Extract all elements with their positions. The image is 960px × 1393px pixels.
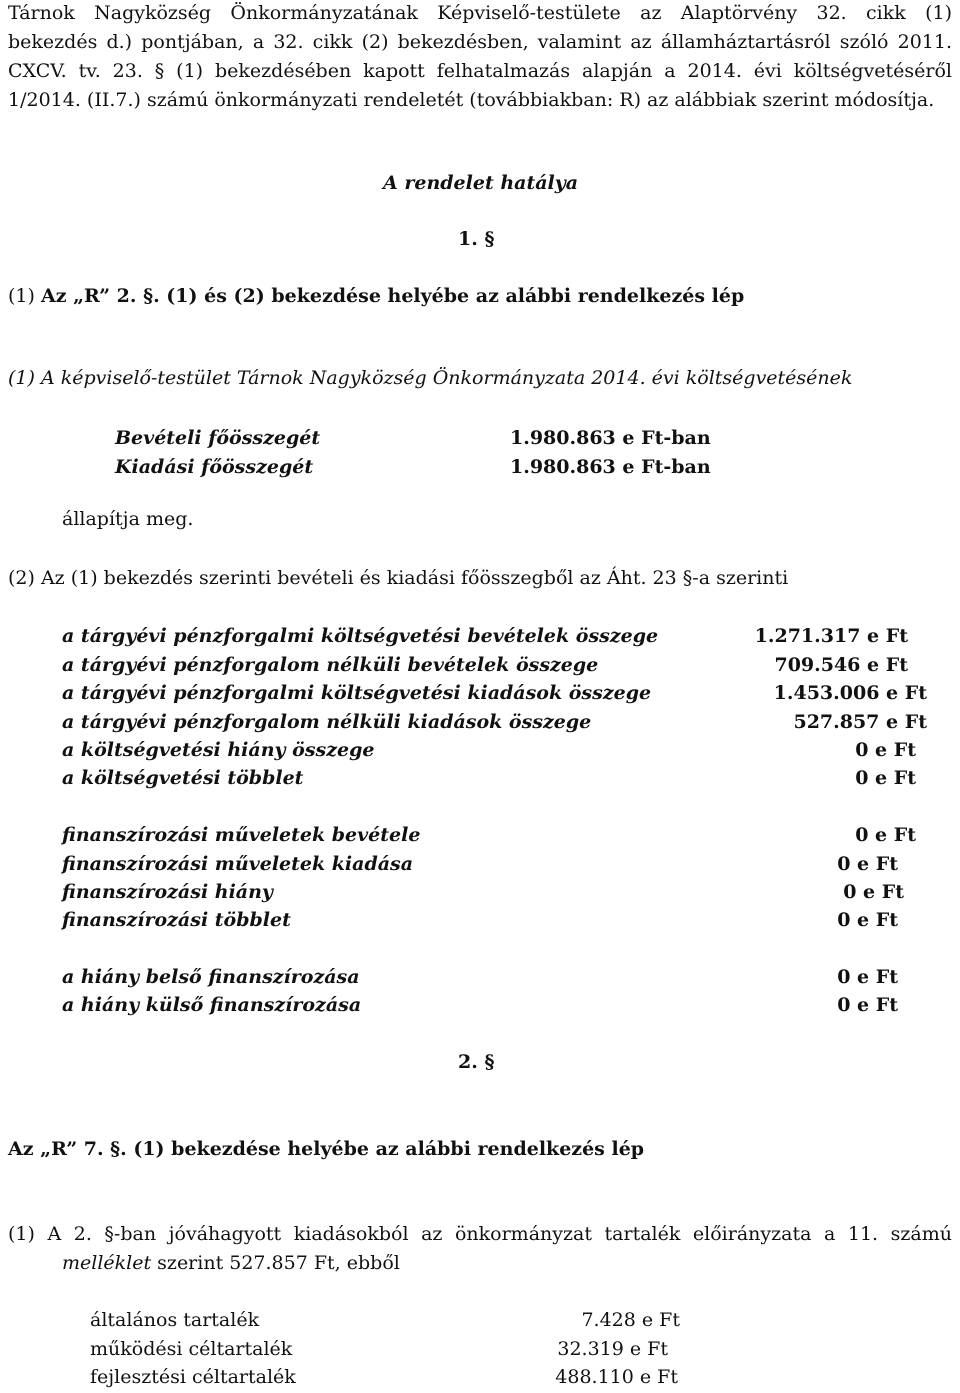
item-value: 1.453.006 e Ft — [773, 682, 927, 704]
total-label-revenue: Bevételi főösszegét — [115, 427, 321, 449]
item-value: 0 e Ft — [855, 767, 916, 789]
paragraph-2-heading: Az „R” 7. §. (1) bekezdése helyébe az alábbi rendelkezés lép — [8, 1138, 645, 1160]
item-value: 0 e Ft — [837, 994, 898, 1016]
reserve-label: fejlesztési céltartalék — [90, 1366, 296, 1388]
item-label: finanszírozási többlet — [62, 909, 291, 931]
total-value-revenue: 1.980.863 e Ft-ban — [510, 427, 711, 449]
intro-line-3: CXCV. tv. 23. § (1) bekezdésében kapott felhatalmazás alapján a 2014. évi költségvetéséről — [8, 60, 952, 82]
intro-line-2: bekezdés d.) pontjában, a 32. cikk (2) bekezdésben, valamint az államháztartásról szóló 2011. — [8, 31, 952, 53]
item-label: finanszírozási műveletek bevétele — [62, 824, 421, 846]
item-value: 0 e Ft — [855, 739, 916, 761]
heading-prefix: (1) — [8, 285, 41, 307]
subsection-1-text: (1) A képviselő-testület Tárnok Nagyközség Önkormányzata 2014. évi költségvetésének — [8, 367, 853, 389]
item-label: finanszírozási hiány — [62, 881, 273, 903]
reserve-value: 488.110 e Ft — [555, 1366, 678, 1388]
item-label: finanszírozási műveletek kiadása — [62, 853, 414, 875]
annex-reference: melléklet — [62, 1252, 152, 1274]
paragraph-2-number: 2. § — [458, 1051, 495, 1073]
total-value-expense: 1.980.863 e Ft-ban — [510, 456, 711, 478]
closing-text: állapítja meg. — [62, 508, 194, 530]
item-label: a költségvetési többlet — [62, 767, 304, 789]
p2-subsection-line-2 — [62, 1252, 400, 1274]
item-label: a hiány külső finanszírozása — [62, 994, 362, 1016]
item-value: 1.271.317 e Ft — [754, 625, 908, 647]
item-label: a tárgyévi pénzforgalom nélküli kiadások összege — [62, 711, 592, 733]
item-value: 527.857 e Ft — [793, 711, 927, 733]
reserve-label: működési céltartalék — [90, 1338, 293, 1360]
p2-subsection-line-1: (1) A 2. §-ban jóváhagyott kiadásokból az önkormányzat tartalék előirányzata a 11. számú — [8, 1223, 952, 1245]
item-value: 0 e Ft — [837, 853, 898, 875]
item-value: 0 e Ft — [837, 966, 898, 988]
item-value: 0 e Ft — [837, 909, 898, 931]
item-label: a tárgyévi pénzforgalom nélküli bevételek összege — [62, 654, 599, 676]
item-value: 709.546 e Ft — [774, 654, 908, 676]
reserve-value: 7.428 e Ft — [581, 1309, 680, 1331]
item-label: a költségvetési hiány összege — [62, 739, 375, 761]
item-label: a tárgyévi pénzforgalmi költségvetési kiadások összege — [62, 682, 652, 704]
reserve-label: általános tartalék — [90, 1309, 260, 1331]
intro-line-4: 1/2014. (II.7.) számú önkormányzati rendeletét (továbbiakban: R) az alábbiak szerint módosítja. — [8, 89, 935, 111]
subsection-2-text: (2) Az (1) bekezdés szerinti bevételi és kiadási főösszegből az Áht. 23 §-a szerinti — [8, 567, 789, 589]
total-label-expense: Kiadási főösszegét — [115, 456, 314, 478]
item-value: 0 e Ft — [843, 881, 904, 903]
reserve-value: 32.319 e Ft — [557, 1338, 668, 1360]
item-label: a hiány belső finanszírozása — [62, 966, 360, 988]
line-2-rest: szerint 527.857 Ft, ebből — [151, 1252, 400, 1274]
item-label: a tárgyévi pénzforgalmi költségvetési bevételek összege — [62, 625, 659, 647]
intro-line-1: Tárnok Nagyközség Önkormányzatának Képviselő-testülete az Alaptörvény 32. cikk (1) — [8, 2, 952, 24]
heading-text: Az „R” 2. §. (1) és (2) bekezdése helyébe az alábbi rendelkezés lép — [40, 285, 745, 307]
section-title: A rendelet hatálya — [383, 172, 579, 194]
paragraph-1-number: 1. § — [458, 228, 495, 250]
item-value: 0 e Ft — [855, 824, 916, 846]
paragraph-1-heading — [8, 285, 744, 307]
